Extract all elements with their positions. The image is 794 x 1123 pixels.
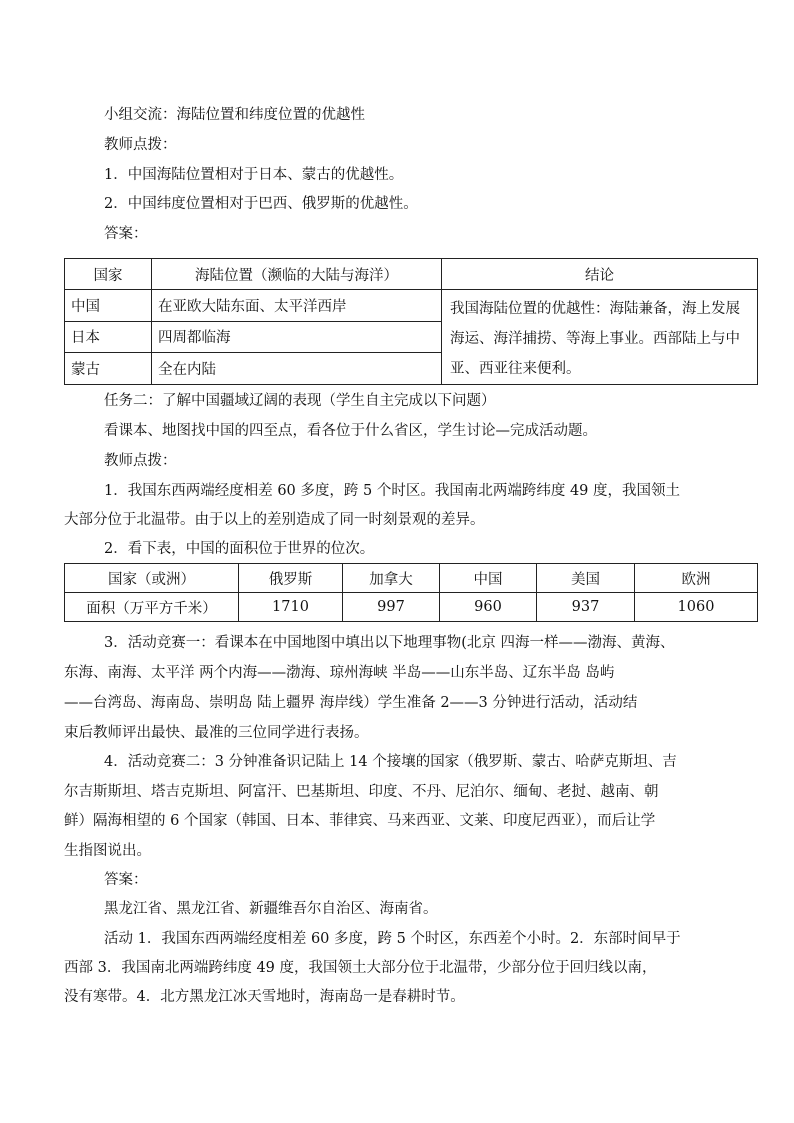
paragraph-activity-answer: 活动 1．我国东西两端经度相差 60 多度，跨 5 个时区，东西差个小时。2．东部时间早于 bbox=[104, 931, 681, 947]
table-header-row bbox=[65, 259, 758, 290]
table-row bbox=[65, 290, 758, 322]
paragraph-contest-1: 3．活动竞赛一：看课本在中国地图中填出以下地理事物(北京 四海一样——渤海、黄海、 bbox=[104, 635, 675, 651]
table-cell: 960 bbox=[440, 593, 537, 622]
paragraph-answer-label: 答案： bbox=[104, 226, 148, 242]
table-header-cell: 俄罗斯 bbox=[239, 564, 343, 593]
sea-land-position-table bbox=[64, 258, 758, 385]
paragraph-answer-provinces: 黑龙江省、黑龙江省、新疆维吾尔自治区、海南省。 bbox=[104, 901, 438, 917]
table-header-cell: 美国 bbox=[537, 564, 635, 593]
table-header-cell: 结论 bbox=[442, 259, 758, 290]
table-cell-country: 蒙古 bbox=[65, 353, 152, 385]
table-cell-position: 全在内陆 bbox=[152, 353, 442, 385]
table-cell-conclusion: 我国海陆位置的优越性：海陆兼备，海上发展海运、海洋捕捞、等海上事业。西部陆上与中亚、西亚往来便利。 bbox=[442, 290, 758, 385]
table-cell-country: 中国 bbox=[65, 290, 152, 322]
table-cell: 1710 bbox=[239, 593, 343, 622]
table-cell-position: 在亚欧大陆东面、太平洋西岸 bbox=[152, 290, 442, 322]
paragraph-teacher-hint-2: 教师点拨： bbox=[104, 453, 177, 469]
paragraph-activity-answer-cont: 西部 3．我国南北两端跨纬度 49 度，我国领土大部分位于北温带，少部分位于回归线以南， bbox=[64, 960, 657, 976]
table-cell-country: 日本 bbox=[65, 321, 152, 353]
table-row bbox=[65, 593, 758, 622]
paragraph-read-map: 看课本、地图找中国的四至点，看各位于什么省区，学生讨论—完成活动题。 bbox=[104, 423, 597, 439]
paragraph-contest-2: 4．活动竞赛二：3 分钟准备识记陆上 14 个接壤的国家（俄罗斯、蒙古、哈萨克斯坦、吉 bbox=[104, 754, 677, 770]
table-header-cell: 中国 bbox=[440, 564, 537, 593]
table-header-cell: 加拿大 bbox=[343, 564, 440, 593]
paragraph-answer-label-2: 答案： bbox=[104, 872, 148, 888]
table-cell-position: 四周都临海 bbox=[152, 321, 442, 353]
table-header-cell: 欧洲 bbox=[635, 564, 758, 593]
paragraph-contest-1-cont: 东海、南海、太平洋 两个内海——渤海、琼州海峡 半岛——山东半岛、辽东半岛 岛屿 bbox=[64, 665, 615, 681]
paragraph-contest-2-cont: 鲜）隔海相望的 6 个国家（韩国、日本、菲律宾、马来西亚、文莱、印度尼西亚），而后让学 bbox=[64, 813, 656, 829]
table-header-cell: 国家 bbox=[65, 259, 152, 290]
table-cell: 937 bbox=[537, 593, 635, 622]
paragraph-group-discussion: 小组交流：海陆位置和纬度位置的优越性 bbox=[104, 107, 365, 123]
paragraph-teacher-hint: 教师点拨： bbox=[104, 137, 177, 153]
table-cell: 面积（万平方千米） bbox=[65, 593, 239, 622]
paragraph-contest-1-cont: ——台湾岛、海南岛、崇明岛 陆上疆界 海岸线）学生准备 2——3 分钟进行活动，活动结 bbox=[64, 695, 638, 711]
paragraph-contest-1-cont: 束后教师评出最快、最准的三位同学进行表扬。 bbox=[64, 725, 369, 741]
area-ranking-table bbox=[64, 563, 758, 622]
paragraph-extent-2: 2．看下表，中国的面积位于世界的位次。 bbox=[104, 541, 375, 557]
table-header-cell: 海陆位置（濒临的大陆与海洋） bbox=[152, 259, 442, 290]
table-header-row bbox=[65, 564, 758, 593]
table-cell: 1060 bbox=[635, 593, 758, 622]
paragraph-contest-2-cont: 尔吉斯斯坦、塔吉克斯坦、阿富汗、巴基斯坦、印度、不丹、尼泊尔、缅甸、老挝、越南、朝 bbox=[64, 784, 659, 800]
paragraph-extent-1: 1．我国东西两端经度相差 60 多度，跨 5 个时区。我国南北两端跨纬度 49 度，我国领土 bbox=[104, 483, 681, 499]
paragraph-point-2: 2．中国纬度位置相对于巴西、俄罗斯的优越性。 bbox=[104, 196, 418, 212]
paragraph-activity-answer-cont: 没有寒带。4．北方黑龙江冰天雪地时，海南岛一是春耕时节。 bbox=[64, 989, 465, 1005]
table-header-cell: 国家（或洲） bbox=[65, 564, 239, 593]
paragraph-task-two: 任务二：了解中国疆域辽阔的表现（学生自主完成以下问题） bbox=[104, 393, 496, 409]
paragraph-point-1: 1．中国海陆位置相对于日本、蒙古的优越性。 bbox=[104, 167, 404, 183]
paragraph-contest-2-cont: 生指图说出。 bbox=[64, 843, 151, 859]
paragraph-extent-1-cont: 大部分位于北温带。由于以上的差别造成了同一时刻景观的差异。 bbox=[64, 512, 485, 528]
table-cell: 997 bbox=[343, 593, 440, 622]
